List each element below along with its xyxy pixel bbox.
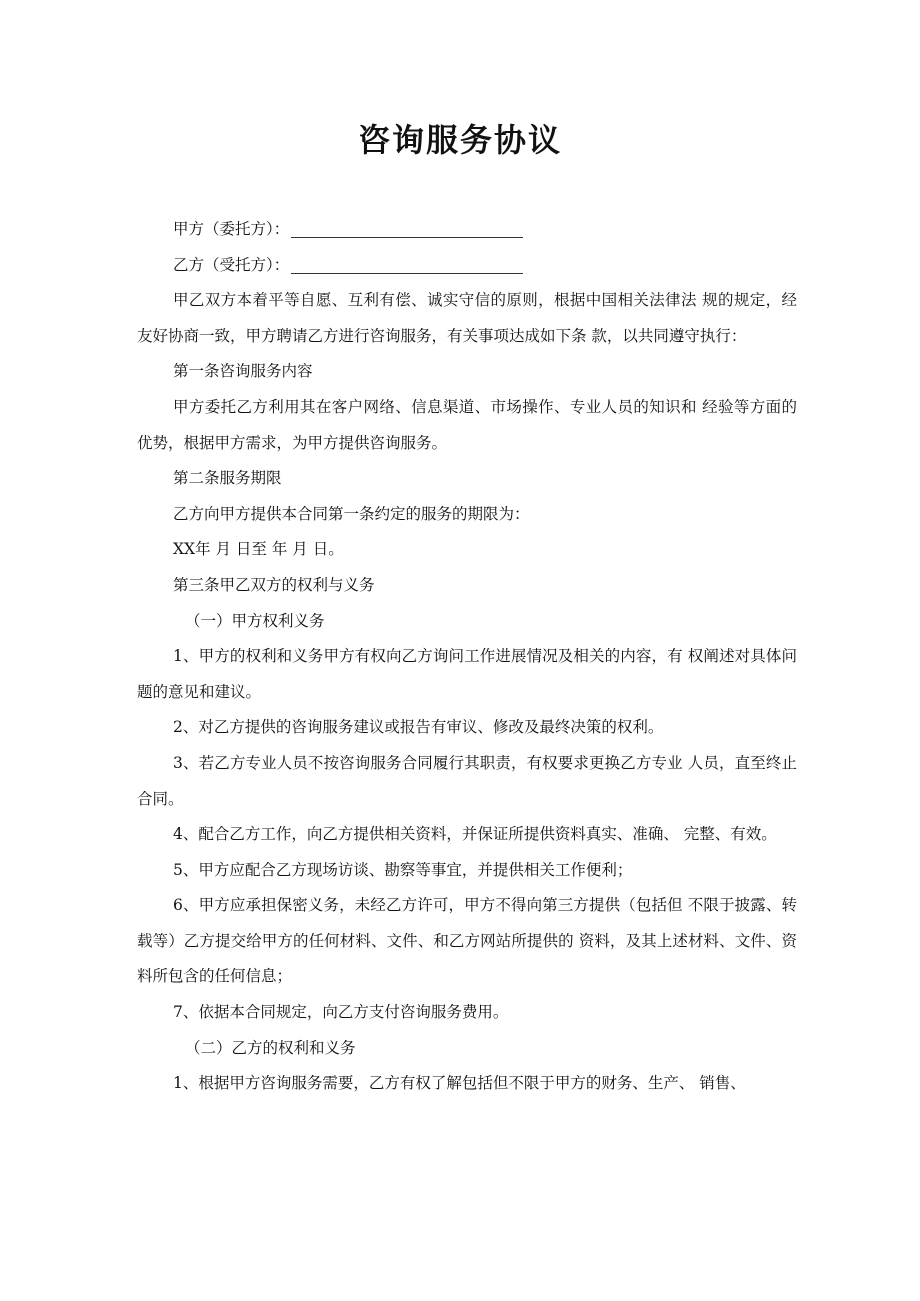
party-a-item: 1、甲方的权利和义务甲方有权向乙方询问工作进展情况及相关的内容，有 权阐述对具体问题的意见和建议。 <box>137 647 797 701</box>
party-a-item: 2、对乙方提供的咨询服务建议或报告有审议、修改及最终决策的权利。 <box>173 718 664 737</box>
party-a-item: 6、甲方应承担保密义务，未经乙方许可，甲方不得向第三方提供（包括但 不限于披露、转载等）乙方提交给甲方的任何材料、文件、和乙方网站所提供的 资料，及其上述材料、文件、资料所包含的任何信息； <box>137 896 797 986</box>
party-a-item: 3、若乙方专业人员不按咨询服务合同履行其职责，有权要求更换乙方专业 人员，直至终止合同。 <box>137 753 797 808</box>
party-a-item: 4、配合乙方工作，向乙方提供相关资料，并保证所提供资料真实、准确、 完整、有效。 <box>173 825 777 844</box>
party-b-blank[interactable] <box>291 253 523 274</box>
party-a-item: 5、甲方应配合乙方现场访谈、勘察等事宜，并提供相关工作便利； <box>173 860 633 879</box>
article-3-heading: 第三条甲乙双方的权利与义务 <box>173 575 375 594</box>
article-1-heading: 第一条咨询服务内容 <box>173 362 313 381</box>
article-3-subheading-party-a: （一）甲方权利义务 <box>185 611 325 630</box>
party-a-blank[interactable] <box>291 217 523 238</box>
party-a-label: 甲方（委托方）： <box>173 220 290 238</box>
party-b-item: 1、根据甲方咨询服务需要，乙方有权了解包括但不限于甲方的财务、生产、 销售、 <box>173 1074 746 1093</box>
article-2-text: 乙方向甲方提供本合同第一条约定的服务的期限为： <box>173 504 530 523</box>
preamble: 甲乙双方本着平等自愿、互利有偿、诚实守信的原则，根据中国相关法律法 规的规定，经友好协商一致，甲方聘请乙方进行咨询服务，有关事项达成如下条 款，以共同遵守执行： <box>137 291 797 345</box>
document-title: 咨询服务协议 <box>357 121 562 159</box>
article-1-text: 甲方委托乙方利用其在客户网络、信息渠道、市场操作、专业人员的知识和 经验等方面的优势，根据甲方需求，为甲方提供咨询服务。 <box>137 397 797 452</box>
party-a-line <box>137 212 797 248</box>
article-2-dates: XX年 月 日至 年 月 日。 <box>173 540 344 559</box>
party-b-label: 乙方（受托方）： <box>173 255 290 274</box>
article-3-subheading-party-b: （二）乙方的权利和义务 <box>185 1038 356 1057</box>
document-body <box>137 212 797 1102</box>
party-a-item: 7、依据本合同规定，向乙方支付咨询服务费用。 <box>173 1003 509 1022</box>
article-2-heading: 第二条服务期限 <box>173 469 282 488</box>
party-b-line <box>137 248 797 284</box>
